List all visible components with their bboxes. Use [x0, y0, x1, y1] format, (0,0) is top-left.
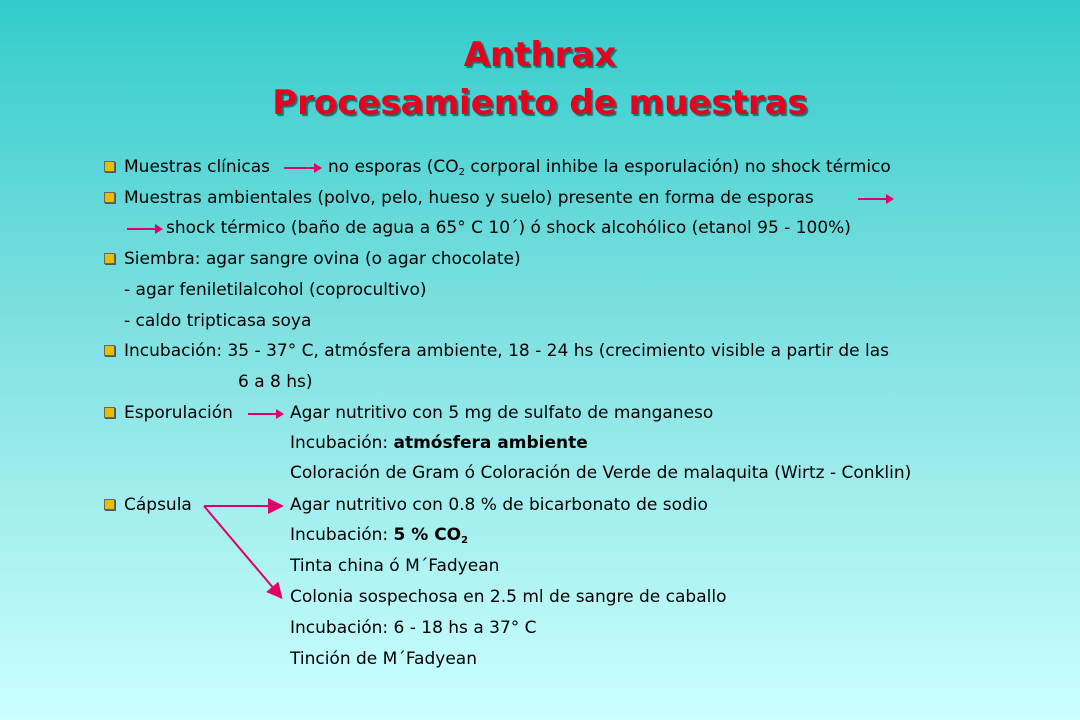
- arrow-diagonal-icon: [204, 506, 280, 596]
- item-muestras-ambientales-cont: shock térmico (baño de agua a 65° C 10´) ó shock alcohólico (etanol 95 - 100%): [166, 218, 851, 238]
- item-esporulacion-label: Esporulación: [124, 403, 233, 423]
- item-incubacion-cont: 6 a 8 hs): [238, 372, 313, 392]
- capsula-line-5: Incubación: 6 - 18 hs a 37° C: [290, 618, 537, 638]
- item-incubacion-label: Incubación: 35 - 37° C, atmósfera ambiente, 18 - 24 hs (crecimiento visible a partir de las: [124, 341, 890, 361]
- esporulacion-line-2: Incubación: atmósfera ambiente: [290, 433, 588, 453]
- item-capsula-label: Cápsula: [124, 495, 192, 515]
- capsula-line-6: Tinción de M´Fadyean: [290, 649, 477, 669]
- item-muestras-clinicas-detail: no esporas ($CO_2$ corporal inhibe la esporulación) no shock térmico: [328, 157, 891, 178]
- capsula-line-1: Agar nutritivo con 0.8 % de bicarbonato de sodio: [290, 495, 708, 515]
- esporulacion-line-3: Coloración de Gram ó Coloración de Verde de malaquita (Wirtz - Conklin): [290, 463, 912, 483]
- item-muestras-clinicas-label: Muestras clínicas: [124, 157, 271, 177]
- item-siembra-label: Siembra: agar sangre ovina (o agar chocolate): [124, 249, 521, 269]
- slide-subtitle: Procesamiento de muestras: [272, 83, 808, 123]
- capsula-line-4: Colonia sospechosa en 2.5 ml de sangre de caballo: [290, 587, 727, 607]
- capsula-line-3: Tinta china ó M´Fadyean: [290, 556, 500, 576]
- item-muestras-ambientales-label: Muestras ambientales (polvo, pelo, hueso y suelo) presente en forma de esporas: [124, 188, 814, 208]
- esporulacion-line-1: Agar nutritivo con 5 mg de sulfato de manganeso: [290, 403, 714, 423]
- item-siembra-sub2: - caldo tripticasa soya: [124, 311, 312, 331]
- item-siembra-sub1: - agar feniletilalcohol (coprocultivo): [124, 280, 427, 300]
- capsula-line-2: Incubación: 5 % $CO_2$: [290, 525, 469, 546]
- slide-title: Anthrax: [463, 35, 617, 75]
